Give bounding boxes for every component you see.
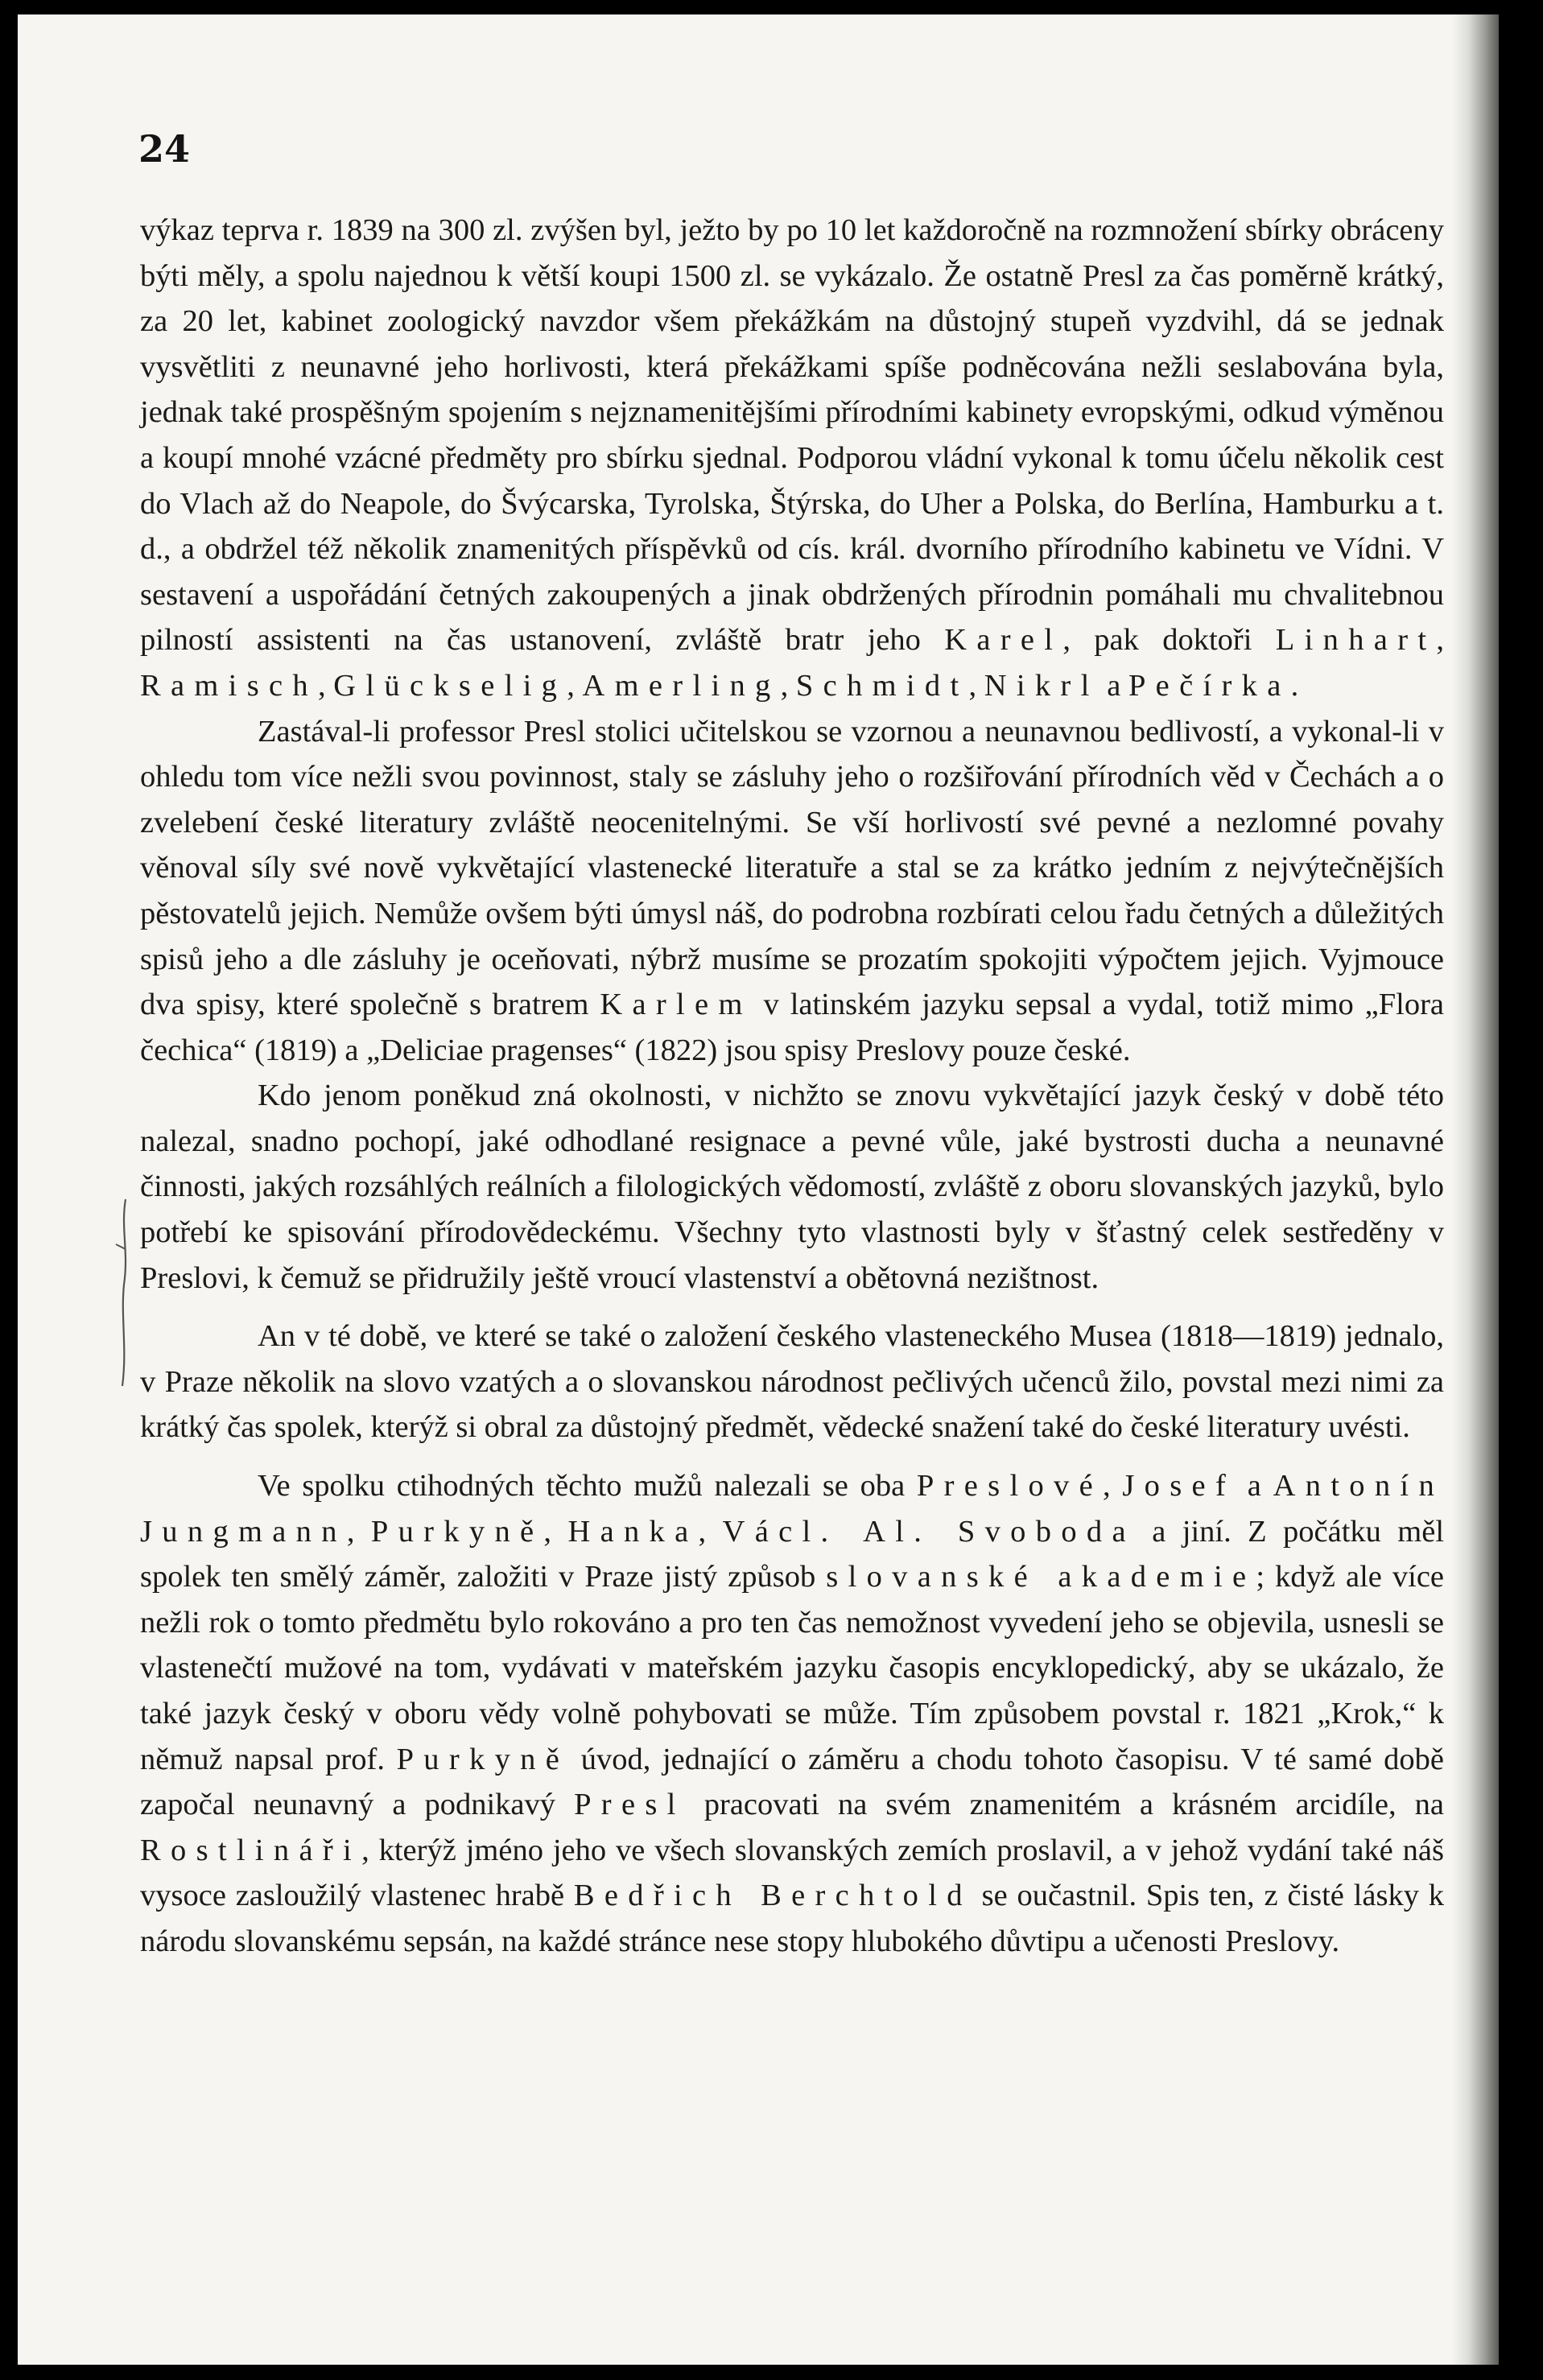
- text-run: ,: [317, 668, 334, 703]
- text-run: výkaz teprva r. 1839 na 300 zl. zvýšen byl, ježto by po 10 let každoročně na rozmnožení sbírky obráceny býti měly, a spolu najednou k větší koupi 1500 zl. se vykázalo. Že ostatně Presl za čas poměrně krátký, za 20 let, kabinet zoologický navzdor všem překážkám na důstojný stupeň vyzdvihl, dá se jednak vysvětliti z neunavné jeho horlivosti, která překážkami spíše podněcována nežli seslabována byla, jednak také prospěšným spojením s nejznamenitějšími přírodními kabinety evropskými, odkud výměnou a koupí mnohé vzácné předměty pro sbírku sjednal. Podporou vládní vykonal k tomu účelu několik cest do Vlach až do Neapole, do Švýcarska, Tyrolska, Štýrska, do Uher a Polska, do Berlína, Hamburku a t. d., a obdržel též několik znamenitých příspěvků od cís. král. dvorního přírodního kabinetu ve Vídni. V sestavení a uspořádání četných zakoupených a jinak obdržených přírodnin pomáhali mu chvalitebnou pilností assistenti na čas ustanovení, zvláště bratr jeho: [140, 213, 1444, 658]
- spaced-name: Josef: [1122, 1469, 1236, 1503]
- text-run: ,: [698, 1514, 723, 1549]
- text-run: ,: [543, 1514, 568, 1549]
- text-run: Ve spolku ctihodných těchto mužů nalezali se oba: [258, 1469, 917, 1503]
- paragraph: [140, 1314, 1444, 1450]
- spaced-name: Václ. Al. Svoboda: [722, 1514, 1136, 1549]
- text-run: a: [1099, 668, 1128, 703]
- spaced-name: Bedřich Berchtold: [573, 1879, 972, 1913]
- body-text: [140, 208, 1444, 1965]
- spaced-name: Ramisch: [140, 668, 318, 703]
- margin-pencil-stroke: [122, 1199, 126, 1386]
- spaced-name: Schmidt: [795, 668, 969, 703]
- spaced-name: Purkyně: [396, 1742, 570, 1776]
- spaced-name: Karlem: [600, 988, 753, 1022]
- spaced-name: Nikrl: [984, 668, 1099, 703]
- text-run: v latinském jazyku sepsal a vydal, totiž mimo „Flora čechica“ (1819) a „Deliciae pragenses“ (1822) jsou spisy Preslovy pouze české.: [140, 988, 1444, 1067]
- text-run: , kterýž jméno jeho ve všech slovanských zemích proslavil, a v jehož vydání také náš vysoce zasloužilý vlastenec hrabě: [140, 1833, 1444, 1913]
- text-run: pracovati na svém znamenitém a krásném arcidíle, na: [685, 1788, 1444, 1822]
- spaced-name: Purkyně: [370, 1514, 544, 1549]
- text-run: Zastával-li professor Presl stolici učitelskou se vzornou a neunavnou bedlivostí, a vykonal-li v ohledu tom více nežli svou povinnost, staly se zásluhy jeho o rozšiřování přírodních věd v Čechách a o zvelebení české literatury zvláště neocenitelnými. Se vší horlivostí své pevné a nezlomné povahy věnoval síly své nově vykvětající vlastenecké literatuře a stal se za krátko jedním z nejvýtečnějších pěstovatelů jejich. Nemůže ovšem býti úmysl náš, do podrobna rozbírati celou řadu četných a důležitých spisů jeho a dle zásluhy je oceňovati, nýbrž musíme se prozatím spokojiti výpočtem jejich. Vyjmouce dva spisy, které společně s bratrem: [140, 714, 1444, 1022]
- spaced-name: slovanské akademie: [826, 1560, 1256, 1594]
- paragraph: [140, 1463, 1444, 1965]
- book-page: [18, 14, 1499, 2365]
- spaced-name: Karel: [944, 623, 1063, 658]
- text-run: ,: [567, 668, 583, 703]
- text-run: Kdo jenom poněkud zná okolnosti, v nichžto se znovu vykvětající jazyk český v době této nalezal, snadno pochopí, jaké odhodlané resignace a pevné vůle, jaké bystrosti ducha a neunavné činnosti, jakých rozsáhlých reálních a filologických vědomostí, zvláště z oboru slovanských jazyků, bylo potřebí ke spisování přírodovědeckému. Všechny tyto vlastnosti byly v šťastný celek sestředěny v Preslovi, k čemuž se přidružily ještě vroucí vlastenství a obětovná nezištnost.: [140, 1079, 1444, 1295]
- text-run: ,: [346, 1514, 371, 1549]
- book-spine-shadow: [1452, 14, 1499, 2365]
- paragraph: [140, 208, 1444, 709]
- spaced-name: Amerling: [582, 668, 781, 703]
- text-run: ,: [968, 668, 984, 703]
- text-run: ,: [1436, 623, 1444, 658]
- spaced-name: Rostlináři: [140, 1833, 362, 1867]
- text-run: úvod, jednající o záměru a chodu tohoto časopisu. V té samé době započal neunavný a podnikavý: [140, 1742, 1444, 1822]
- text-run: ,: [780, 668, 796, 703]
- text-run: ,: [1103, 1469, 1123, 1503]
- spaced-name: Hanka: [567, 1514, 699, 1549]
- page-number: 24: [138, 127, 191, 171]
- paragraph: [140, 709, 1444, 1074]
- spaced-name: Presl: [574, 1788, 686, 1822]
- spaced-name: Antonín Jungmann: [140, 1469, 1445, 1549]
- spaced-name: Preslové: [916, 1469, 1104, 1503]
- text-run: se oučastnil. Spis ten, z čisté lásky k národu slovanskému sepsán, na každé stránce nese stopy hlubokého důvtipu a učenosti Preslovy.: [140, 1879, 1444, 1958]
- text-run: ; když ale více nežli rok o tomto předmětu bylo rokováno a pro ten čas nemožnost vyvedení jeho se objevila, usnesli se vlastenečtí mužové na tom, vydávati v mateřském jazyku časopis encyklopedický, aby se ukázalo, že také jazyk český v oboru vědy volně pohybovati se může. Tím způsobem povstal r. 1821 „Krok,“ k němuž napsal prof.: [140, 1560, 1445, 1776]
- paragraph: [140, 1073, 1444, 1301]
- spaced-name: Pečírka: [1128, 668, 1291, 703]
- text-run: a: [1236, 1469, 1273, 1503]
- text-run: , pak doktoři: [1062, 623, 1276, 658]
- text-run: An v té době, ve které se také o založení českého vlasteneckého Musea (1818—1819) jednalo, v Praze několik na slovo vzatých a o slovanskou národnost pečlivých učenců žilo, povstal mezi nimi za krátký čas spolek, kterýž si obral za důstojný předmět, vědecké snažení také do české literatury uvésti.: [140, 1319, 1444, 1445]
- spaced-name: Glückselig: [333, 668, 567, 703]
- text-run: .: [1290, 668, 1299, 703]
- handwritten-margin-line: [109, 1196, 142, 1389]
- text-run: a jiní. Z počátku měl spolek ten smělý záměr, založiti v Praze jistý způsob: [140, 1514, 1445, 1594]
- spaced-name: Linhart: [1275, 623, 1437, 658]
